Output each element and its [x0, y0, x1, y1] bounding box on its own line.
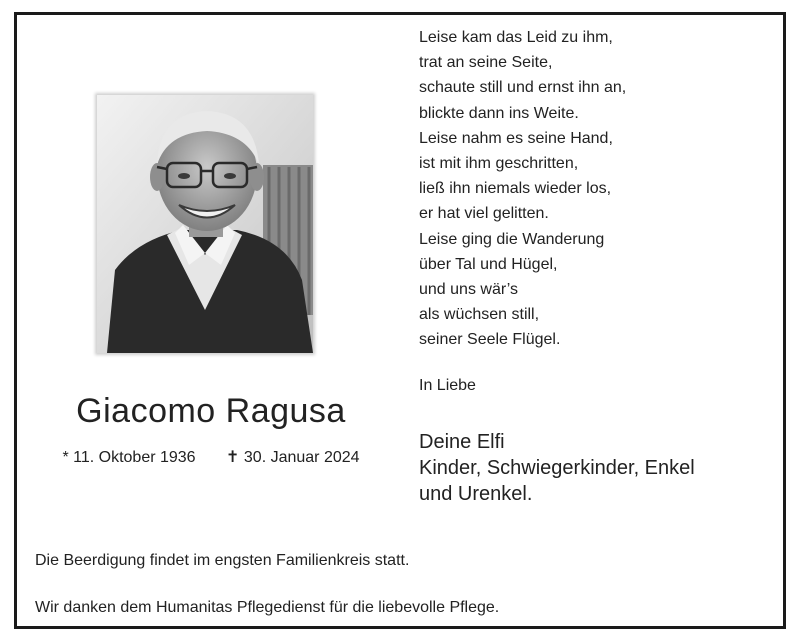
poem-line: er hat viel gelitten. — [419, 205, 549, 223]
life-dates — [17, 447, 405, 467]
poem-line: als wüchsen still, — [419, 306, 540, 324]
poem-line: und uns wär’s — [419, 281, 519, 299]
mourner-line: und Urenkel. — [419, 483, 533, 505]
poem-line: blickte dann ins Weite. — [419, 104, 579, 122]
closing-greeting: In Liebe — [419, 377, 476, 394]
deceased-name: Giacomo Ragusa — [76, 392, 346, 430]
poem-line: über Tal und Hügel, — [419, 255, 558, 273]
thanks-note: Wir danken dem Humanitas Pflegedienst für die liebevolle Pflege. — [35, 599, 500, 616]
poem-line: Leise nahm es seine Hand, — [419, 129, 613, 147]
mourner-line: Kinder, Schwiegerkinder, Enkel — [419, 457, 695, 479]
portrait-image — [97, 95, 313, 353]
poem — [419, 25, 626, 353]
poem-line: trat an seine Seite, — [419, 54, 553, 72]
cross-icon: ✝ — [226, 449, 240, 466]
poem-line: ließ ihn niemals wieder los, — [419, 180, 612, 198]
poem-line: seiner Seele Flügel. — [419, 331, 561, 349]
poem-line: Leise kam das Leid zu ihm, — [419, 29, 613, 46]
birth-date: * 11. Oktober 1936 — [62, 449, 196, 466]
obituary-frame — [14, 12, 786, 629]
funeral-note: Die Beerdigung findet im engsten Familienkreis statt. — [35, 552, 410, 569]
poem-line: schaute still und ernst ihn an, — [419, 79, 627, 97]
poem-line: Leise ging die Wanderung — [419, 230, 605, 248]
poem-line: ist mit ihm geschritten, — [419, 155, 579, 173]
mourner-line: Deine Elfi — [419, 431, 505, 453]
portrait-photo — [97, 95, 313, 353]
mourners — [419, 429, 695, 507]
death-date: 30. Januar 2024 — [243, 449, 360, 466]
